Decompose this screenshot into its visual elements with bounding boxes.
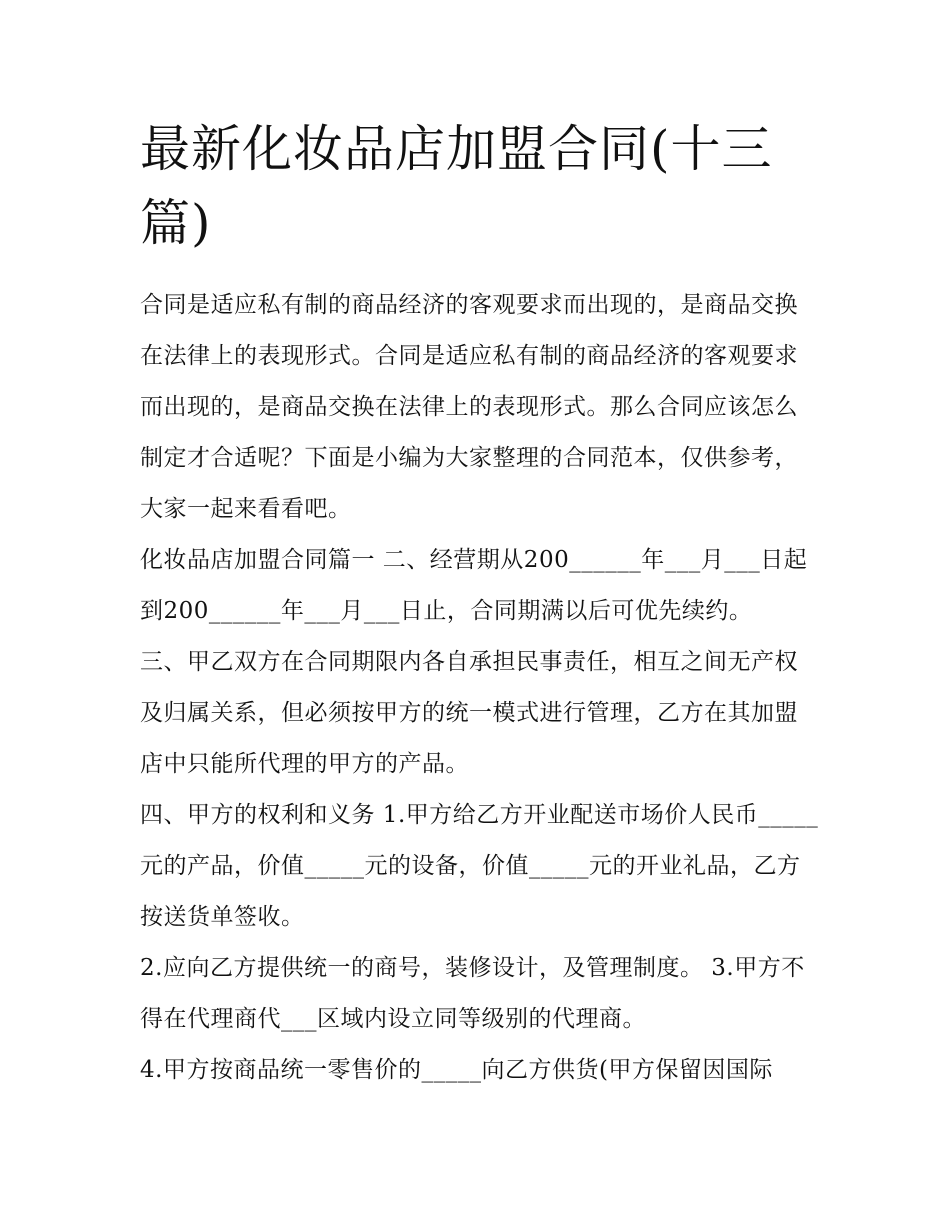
clause-four-item-4-paragraph: 4.甲方按商品统一零售价的_____向乙方供货(甲方保留因国际 <box>140 1057 773 1083</box>
document-title: 最新化妆品店加盟合同(十三篇) <box>140 120 773 252</box>
clause-four-paragraph: 四、甲方的权利和义务 1.甲方给乙方开业配送市场价人民币_____元的产品，价值_____元的设备，价值_____元的开业礼品，乙方按送货单签收。 <box>140 802 819 930</box>
clause-three-paragraph: 三、甲乙双方在合同期限内各自承担民事责任，相互之间无产权及归属关系，但必须按甲方的统一模式进行管理，乙方在其加盟店中只能所代理的甲方的产品。 <box>140 649 798 777</box>
document-body <box>140 280 820 1096</box>
intro-paragraph: 合同是适应私有制的商品经济的客观要求而出现的，是商品交换在法律上的表现形式。合同是适应私有制的商品经济的客观要求而出现的，是商品交换在法律上的表现形式。那么合同应该怎么制定才合适呢？下面是小编为大家整理的合同范本，仅供参考，大家一起来看看吧。 <box>140 292 798 522</box>
clause-term-paragraph: 化妆品店加盟合同篇一 二、经营期从200______年___月___日起到200______年___月___日止，合同期满以后可优先续约。 <box>140 547 808 624</box>
clause-four-item-2-3-paragraph: 2.应向乙方提供统一的商号，装修设计，及管理制度。 3.甲方不得在代理商代___区域内设立同等级别的代理商。 <box>140 955 805 1032</box>
